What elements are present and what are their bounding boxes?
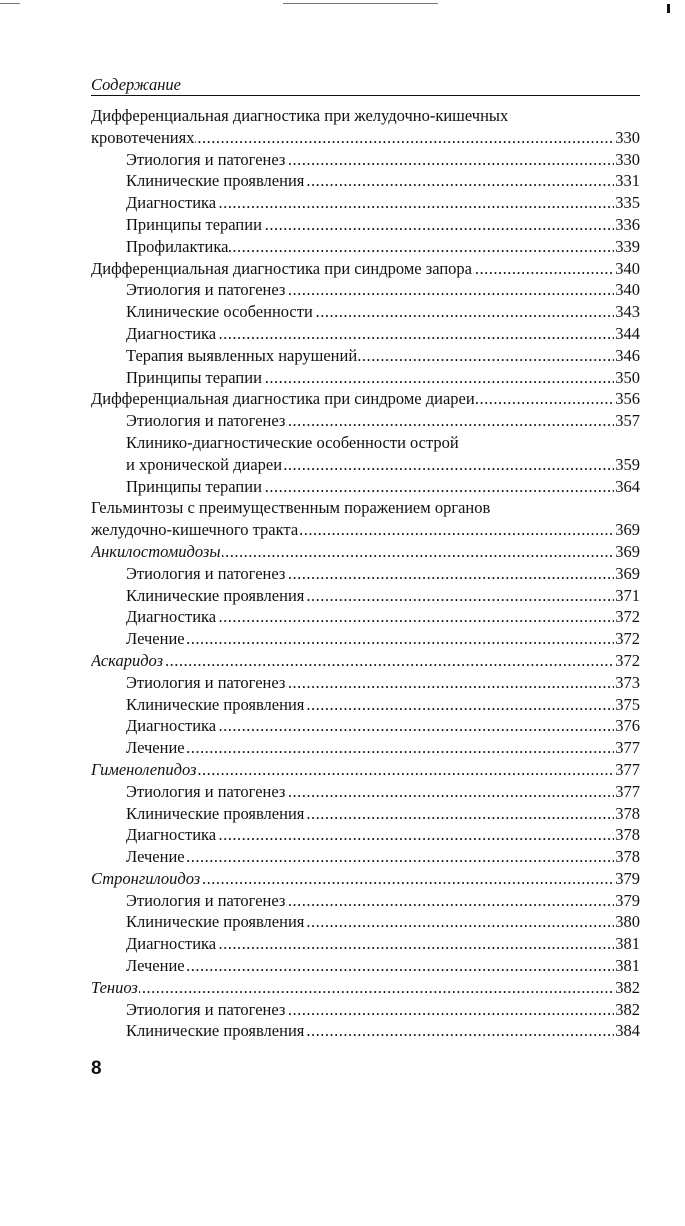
toc-entry bbox=[126, 410, 640, 432]
toc-entry bbox=[126, 890, 640, 912]
toc-entry-title: Диагностика bbox=[126, 934, 217, 954]
toc-entry-page: 377 bbox=[615, 738, 640, 758]
toc-entry bbox=[91, 105, 640, 127]
toc-entry bbox=[91, 650, 640, 672]
table-of-contents bbox=[91, 105, 640, 1042]
toc-entry bbox=[126, 432, 640, 454]
toc-entry bbox=[126, 955, 640, 977]
toc-entry-title: Клинические проявления bbox=[126, 803, 305, 823]
toc-entry-title: Клинические проявления bbox=[126, 694, 305, 714]
toc-entry bbox=[126, 824, 640, 846]
toc-entry-title: Этиология и патогенез bbox=[126, 411, 286, 431]
toc-entry-page: 378 bbox=[615, 847, 640, 867]
toc-entry bbox=[126, 454, 640, 476]
toc-entry-title: Клинико-диагностические особенности острой bbox=[126, 432, 459, 452]
toc-entry-page: 359 bbox=[615, 454, 640, 474]
toc-entry bbox=[126, 1020, 640, 1042]
toc-entry-title: Диагностика bbox=[126, 825, 217, 845]
toc-entry-page: 331 bbox=[615, 171, 640, 191]
toc-entry-page: 340 bbox=[615, 280, 640, 300]
toc-entry bbox=[91, 977, 640, 999]
toc-entry-page: 384 bbox=[615, 1021, 640, 1041]
toc-entry-title: Аскаридоз bbox=[91, 650, 164, 670]
scan-corner-mark bbox=[667, 4, 670, 13]
toc-entry-title: Клинические проявления bbox=[126, 585, 305, 605]
toc-entry-page: 346 bbox=[615, 345, 640, 365]
toc-entry-page: 380 bbox=[615, 912, 640, 932]
toc-entry bbox=[126, 715, 640, 737]
toc-entry-page: 375 bbox=[615, 694, 640, 714]
toc-entry-title: Анкилостомидозы bbox=[91, 541, 221, 561]
toc-entry-page: 379 bbox=[615, 868, 640, 888]
toc-entry-title: Этиология и патогенез bbox=[126, 672, 286, 692]
toc-entry bbox=[91, 127, 640, 149]
toc-entry-title: Принципы терапии bbox=[126, 214, 262, 234]
toc-entry bbox=[91, 497, 640, 519]
toc-entry bbox=[126, 606, 640, 628]
toc-entry bbox=[126, 323, 640, 345]
toc-entry-page: 344 bbox=[615, 323, 640, 343]
toc-entry bbox=[91, 759, 640, 781]
toc-entry-title: Дифференциальная диагностика при синдроме диареи bbox=[91, 389, 475, 409]
toc-entry-page: 340 bbox=[615, 258, 640, 278]
toc-entry-page: 379 bbox=[615, 890, 640, 910]
toc-entry-title: Этиология и патогенез bbox=[126, 890, 286, 910]
toc-entry-page: 369 bbox=[615, 541, 640, 561]
toc-entry-page: 330 bbox=[615, 149, 640, 169]
toc-entry-page: 381 bbox=[615, 956, 640, 976]
toc-entry bbox=[126, 628, 640, 650]
toc-entry-title: Стронгилоидоз bbox=[91, 868, 201, 888]
toc-entry-title: Лечение bbox=[126, 956, 185, 976]
toc-entry bbox=[126, 367, 640, 389]
toc-entry-title: Диагностика bbox=[126, 193, 217, 213]
toc-entry-title: Клинические проявления bbox=[126, 912, 305, 932]
toc-entry-title: Терапия выявленных нарушений bbox=[126, 345, 358, 365]
toc-entry-page: 376 bbox=[615, 716, 640, 736]
toc-entry-title: Дифференциальная диагностика при желудочно-кишечных bbox=[91, 106, 509, 125]
toc-entry bbox=[126, 933, 640, 955]
toc-entry-title: кровотечениях bbox=[91, 127, 195, 147]
toc-entry-page: 377 bbox=[615, 781, 640, 801]
toc-entry bbox=[126, 214, 640, 236]
header-title: Содержание bbox=[91, 75, 182, 94]
toc-entry-title: Дифференциальная диагностика при синдроме запора bbox=[91, 258, 473, 278]
toc-entry-title: Гименолепидоз bbox=[91, 759, 197, 779]
toc-entry-page: 373 bbox=[615, 672, 640, 692]
toc-entry-page: 357 bbox=[615, 411, 640, 431]
toc-entry-page: 371 bbox=[615, 585, 640, 605]
toc-entry-title: Принципы терапии bbox=[126, 476, 262, 496]
toc-entry-title: Этиология и патогенез bbox=[126, 999, 286, 1019]
toc-entry-page: 335 bbox=[615, 193, 640, 213]
toc-entry-title: Принципы терапии bbox=[126, 367, 262, 387]
toc-entry bbox=[126, 999, 640, 1021]
toc-entry-title: желудочно-кишечного тракта bbox=[91, 520, 299, 540]
toc-entry bbox=[126, 345, 640, 367]
toc-entry bbox=[126, 476, 640, 498]
toc-entry bbox=[126, 170, 640, 192]
toc-entry bbox=[126, 301, 640, 323]
toc-entry-title: Этиология и патогенез bbox=[126, 149, 286, 169]
toc-entry-title: Лечение bbox=[126, 847, 185, 867]
running-header bbox=[91, 73, 640, 96]
toc-entry-page: 377 bbox=[615, 759, 640, 779]
toc-entry-page: 381 bbox=[615, 934, 640, 954]
scan-artifact-line bbox=[283, 3, 438, 4]
toc-entry-title: Диагностика bbox=[126, 607, 217, 627]
toc-entry bbox=[126, 585, 640, 607]
toc-entry-title: Диагностика bbox=[126, 323, 217, 343]
toc-entry bbox=[91, 519, 640, 541]
toc-entry bbox=[126, 672, 640, 694]
toc-entry bbox=[126, 911, 640, 933]
toc-entry bbox=[126, 803, 640, 825]
toc-entry bbox=[91, 258, 640, 280]
toc-entry-page: 382 bbox=[615, 999, 640, 1019]
toc-entry-title: Этиология и патогенез bbox=[126, 280, 286, 300]
toc-entry bbox=[126, 563, 640, 585]
toc-entry-page: 382 bbox=[615, 977, 640, 997]
toc-entry-title: Клинические особенности bbox=[126, 302, 313, 322]
toc-entry-page: 378 bbox=[615, 803, 640, 823]
toc-entry-page: 364 bbox=[615, 476, 640, 496]
toc-entry-title: Лечение bbox=[126, 629, 185, 649]
scan-artifact-line bbox=[0, 3, 20, 4]
toc-entry-page: 378 bbox=[615, 825, 640, 845]
toc-entry bbox=[126, 149, 640, 171]
toc-entry-title: Этиология и патогенез bbox=[126, 563, 286, 583]
toc-entry-page: 350 bbox=[615, 367, 640, 387]
toc-entry-page: 369 bbox=[615, 563, 640, 583]
toc-entry bbox=[126, 694, 640, 716]
page-number: 8 bbox=[91, 1058, 102, 1079]
toc-entry-title: Гельминтозы с преимущественным поражением органов bbox=[91, 498, 491, 518]
toc-entry-title: Этиология и патогенез bbox=[126, 781, 286, 801]
toc-entry bbox=[91, 388, 640, 410]
toc-entry-title: Тениоз bbox=[91, 977, 138, 997]
toc-entry-page: 372 bbox=[615, 607, 640, 627]
toc-entry-title: Клинические проявления bbox=[126, 1021, 305, 1041]
toc-entry-page: 372 bbox=[615, 650, 640, 670]
toc-entry-title: и хронической диареи bbox=[126, 454, 283, 474]
toc-entry-page: 343 bbox=[615, 302, 640, 322]
toc-entry-title: Лечение bbox=[126, 738, 185, 758]
toc-entry bbox=[126, 781, 640, 803]
toc-entry bbox=[126, 192, 640, 214]
toc-entry-page: 372 bbox=[615, 629, 640, 649]
toc-entry-title: Профилактика bbox=[126, 236, 229, 256]
toc-entry-page: 336 bbox=[615, 214, 640, 234]
toc-entry-page: 339 bbox=[615, 236, 640, 256]
toc-entry bbox=[91, 541, 640, 563]
toc-entry-page: 330 bbox=[615, 127, 640, 147]
toc-entry-page: 369 bbox=[615, 520, 640, 540]
toc-entry bbox=[91, 868, 640, 890]
toc-entry-title: Клинические проявления bbox=[126, 171, 305, 191]
toc-entry-page: 356 bbox=[615, 389, 640, 409]
toc-entry-title: Диагностика bbox=[126, 716, 217, 736]
toc-entry bbox=[126, 236, 640, 258]
toc-entry bbox=[126, 279, 640, 301]
toc-entry bbox=[126, 737, 640, 759]
toc-entry bbox=[126, 846, 640, 868]
